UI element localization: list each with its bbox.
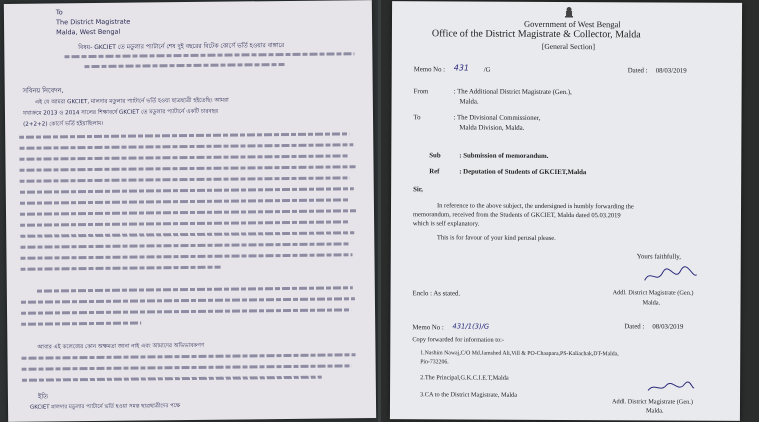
- memo2-label: Memo No :: [412, 324, 444, 332]
- letter-salutation: সবিনয় নিবেদন,: [22, 86, 64, 95]
- cc-1: 1.Nashim Nawaj,C/O Md.Jamshed Ali,Vill & PO-Chaapara,PS-Kaliachak,DT-Malda,: [420, 350, 619, 358]
- ref-label: Ref: [429, 168, 440, 176]
- section-header: [General Section]: [541, 41, 595, 52]
- memo-suffix: /G: [483, 66, 491, 74]
- from-name: : The Additional District Magistrate (Gen.),: [453, 88, 572, 97]
- sign-title-2: Addl. District Magistrate (Gen.): [611, 398, 693, 406]
- letter-address: Malda, West Bengal: [56, 27, 121, 37]
- bengali-letter-page: [4, 0, 376, 422]
- letter-to: To: [55, 8, 63, 17]
- right-photo-panel: [381, 0, 759, 422]
- left-photo-panel: [0, 0, 378, 422]
- cc-3: 3.CA to the District Magistrate, Malda: [420, 391, 518, 399]
- yours-faithfully: Yours faithfully,: [636, 253, 681, 261]
- office-header: Office of the District Magistrate & Collector, Malda: [431, 28, 641, 41]
- official-memo-page: [390, 1, 742, 421]
- from-place: Malda.: [459, 98, 479, 106]
- body-line-1: In reference to the above subject, the undersigned is humbly forwarding the: [437, 202, 634, 211]
- memo-label: Memo No :: [413, 66, 446, 74]
- to-name: : The Divisional Commissioner,: [453, 114, 541, 122]
- state-emblem-icon: [564, 6, 574, 18]
- signature-2-icon: [646, 380, 696, 394]
- sign-place-2: Malda.: [645, 407, 664, 415]
- letter-para1-line2: যথাক্রমে 2013 ও 2014 সালের শিক্ষাবর্ষে GKCIET তে মডুলার প্যাটার্নে একটি চারবছর: [22, 108, 219, 117]
- copy-forwarded: Copy forwarded for information to:-: [412, 336, 504, 344]
- cc-1b: Pin-732206.: [420, 359, 449, 366]
- gov-header: Government of West Bengal: [523, 18, 621, 30]
- body-line-4: This is for favour of your kind perusal please.: [436, 234, 556, 242]
- ref-text: : Deputation of Students of GKCIET,Malda: [459, 168, 587, 177]
- dated2-label: Dated :: [624, 323, 645, 331]
- body-line-2: memorandum, received from the Students of GKCIET, Malda dated 05.03.2019: [412, 211, 621, 220]
- sub-label: Sub: [429, 152, 441, 160]
- letter-signoff: ইতি: [37, 392, 49, 401]
- dated-value: 08/03/2019: [655, 67, 687, 75]
- from-label: From: [413, 88, 429, 96]
- signature-1-icon: [641, 264, 701, 286]
- memo-number: 431: [453, 63, 470, 73]
- letter-closing: আবার এই কলেজের কোন অক্ষমতা জানা নাই এবং আমাদের অভিভাবকগণ: [37, 342, 205, 351]
- sign-place-1: Malda.: [642, 299, 661, 307]
- letter-signed-by: GKCIET মালদার মডুলার প্যাটার্নে ভর্তি হওয়া সমস্ত ছাত্রছাত্রীদের পক্ষে: [30, 403, 181, 411]
- letter-subject: বিষয়- GKCIET তে মডুলার প্যাটার্নে শেষ দুই বছরের বিটেক কোর্সে ভর্তি হওয়ার বাঙ্গারে: [78, 42, 285, 52]
- cc-2: 2.The Principal,G.K.C.I.E.T,Malda: [420, 374, 509, 382]
- dated2-value: 08/03/2019: [652, 323, 684, 331]
- memo2-number: 431/1(3)/G: [452, 322, 490, 331]
- letter-para1: এই যে আমরা GKCIET, মালদার মডুলার প্যাটার্নে ভর্তি হওয়া ছাত্রছাত্রী হইতেছি। আমরা: [34, 97, 229, 106]
- sub-text: : Submission of memorandum.: [459, 152, 549, 160]
- salutation: Sir,: [413, 186, 423, 194]
- body-line-3: which is self explanatory.: [412, 220, 480, 228]
- letter-addressee: The District Magistrate: [55, 17, 131, 27]
- to-place: Malda Division, Malda.: [459, 124, 525, 132]
- to-label: To: [413, 114, 421, 122]
- sign-title-1: Addl. District Magistrate (Gen.): [612, 289, 694, 297]
- enclosure: Enclo : As stated.: [412, 290, 461, 298]
- letter-para1-line3: (2+2+2) কোর্সে ভর্তি হইয়াছিলাম।: [23, 120, 104, 128]
- dated-label: Dated :: [627, 67, 648, 75]
